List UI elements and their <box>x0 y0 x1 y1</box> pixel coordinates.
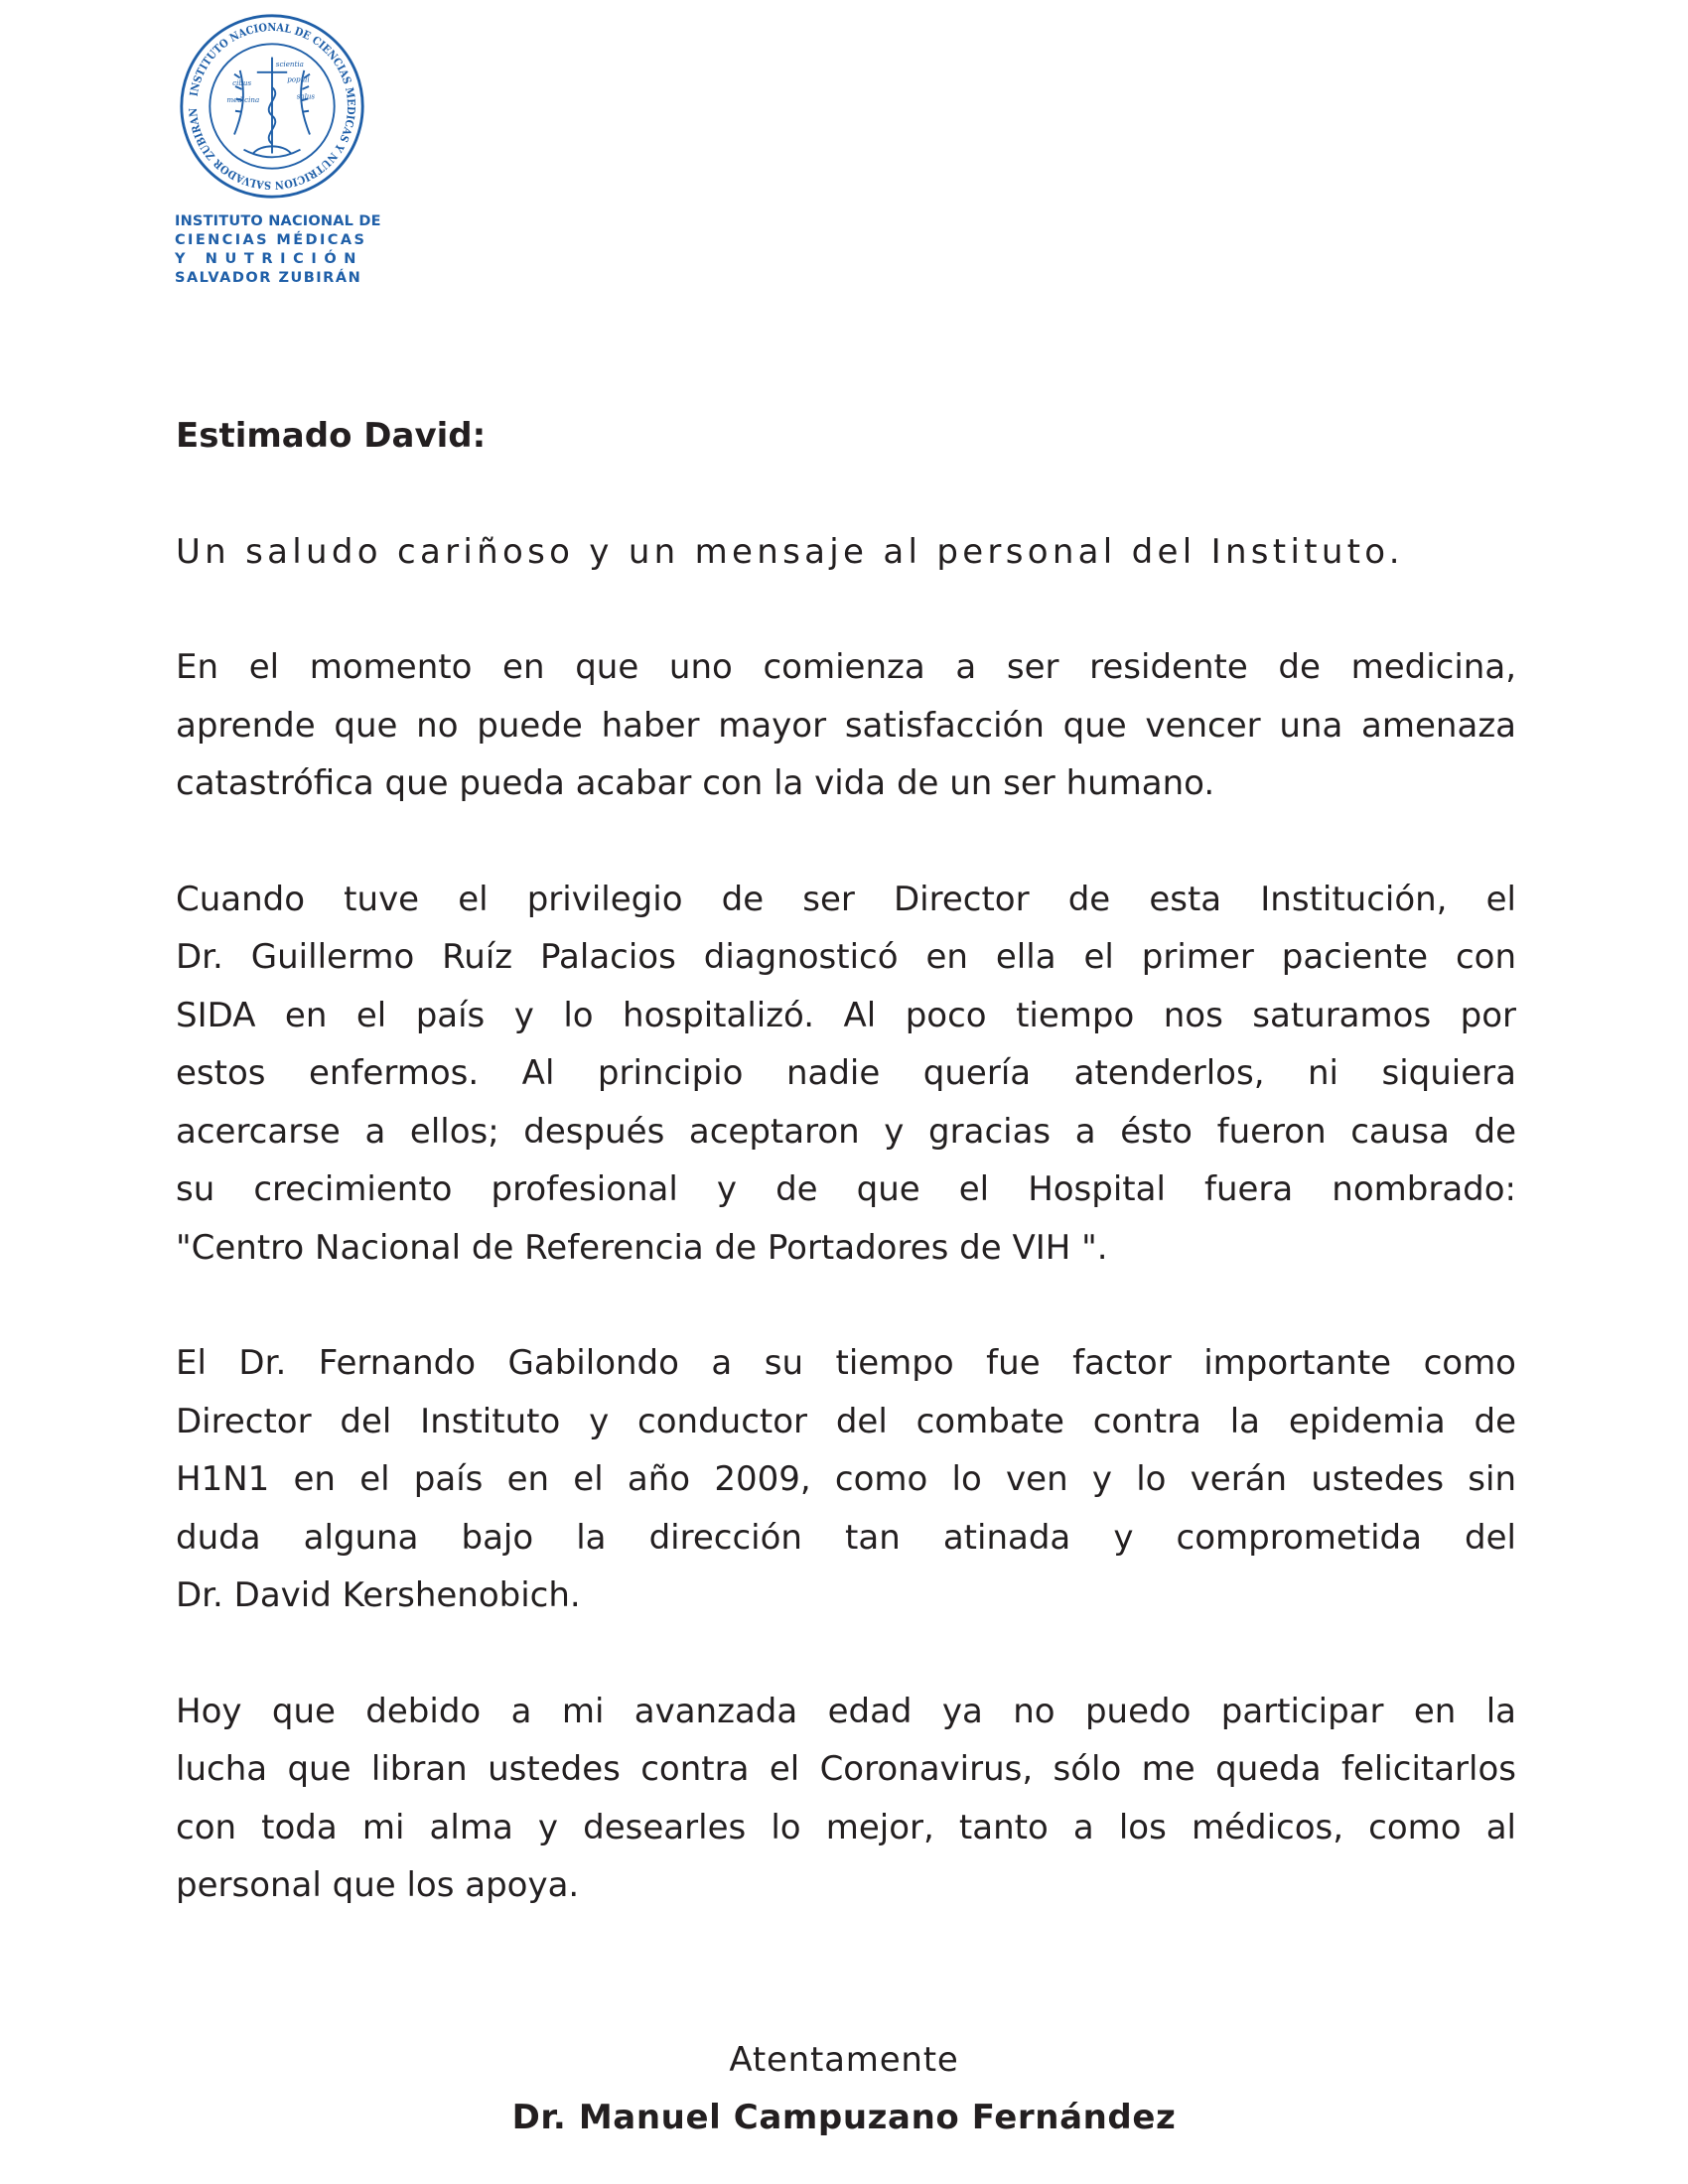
institution-seal-icon <box>178 12 366 201</box>
paragraph-line: H1N1 en el país en el año 2009, como lo ven y lo verán ustedes sin <box>176 1459 1516 1499</box>
paragraph-line: En el momento en que uno comienza a ser residente de medicina, <box>176 647 1516 687</box>
paragraph-line: Dr. Guillermo Ruíz Palacios diagnosticó en ella el primer paciente con <box>176 937 1516 977</box>
institution-name-line: CIENCIAS MÉDICAS <box>175 232 367 248</box>
paragraph-line: Cuando tuve el privilegio de ser Director de esta Institución, el <box>176 879 1516 919</box>
institution-name-line: SALVADOR ZUBIRÁN <box>175 270 362 286</box>
paragraph <box>176 638 1516 813</box>
paragraph-line: Dr. David Kershenobich. <box>176 1575 581 1615</box>
signer-name: Dr. Manuel Campuzano Fernández <box>511 2098 1177 2137</box>
paragraph-line: catastrófica que pueda acabar con la vida de un ser humano. <box>176 763 1215 803</box>
letter-closing <box>0 2031 1688 2146</box>
institution-logo <box>175 12 381 288</box>
seal-ring-text: INSTITUTO NACIONAL DE CIENCIAS MEDICAS Y NUTRICION SALVADOR ZUBIRAN <box>186 20 358 193</box>
paragraph-line: su crecimiento profesional y de que el Hospital fuera nombrado: <box>176 1169 1516 1209</box>
closing-regards: Atentamente <box>729 2040 959 2080</box>
paragraph-line: con toda mi alma y desearles lo mejor, tanto a los médicos, como al <box>176 1807 1516 1847</box>
paragraph-line: Director del Instituto y conductor del combate contra la epidemia de <box>176 1401 1516 1441</box>
paragraph-line: "Centro Nacional de Referencia de Portadores de VIH ". <box>176 1227 1108 1268</box>
letter-body <box>176 407 1516 1915</box>
paragraph-line: personal que los apoya. <box>176 1865 580 1905</box>
paragraph-line: Hoy que debido a mi avanzada edad ya no puedo participar en la <box>176 1691 1516 1731</box>
institution-name-line: INSTITUTO NACIONAL DE <box>175 213 381 229</box>
paragraph-line: estos enfermos. Al principio nadie quería atenderlos, ni siquiera <box>176 1053 1516 1093</box>
seal-word: scientia <box>275 60 304 69</box>
paragraph <box>176 871 1516 1278</box>
paragraph-line: lucha que libran ustedes contra el Coronavirus, sólo me queda felicitarlos <box>176 1749 1516 1789</box>
salute-line: Un saludo cariñoso y un mensaje al personal del Instituto. <box>176 531 1404 572</box>
paragraph-line: duda alguna bajo la dirección tan atinada y comprometida del <box>176 1517 1516 1558</box>
greeting: Estimado David: <box>176 416 487 456</box>
seal-word: populi <box>287 74 310 84</box>
institution-name-line: Y NUTRICIÓN <box>175 251 364 267</box>
paragraph-line: El Dr. Fernando Gabilondo a su tiempo fue factor importante como <box>176 1343 1516 1383</box>
seal-word: cibus <box>232 78 252 88</box>
seal-word: medicina <box>226 95 260 105</box>
seal-word: salus <box>296 91 316 101</box>
paragraph <box>176 1683 1516 1915</box>
paragraph-line: acercarse a ellos; después aceptaron y gracias a ésto fueron causa de <box>176 1111 1516 1152</box>
paragraph <box>176 1334 1516 1625</box>
paragraph-line: aprende que no puede haber mayor satisfacción que vencer una amenaza <box>176 705 1516 746</box>
institution-name <box>175 212 381 288</box>
paragraph-line: SIDA en el país y lo hospitalizó. Al poco tiempo nos saturamos por <box>176 995 1516 1035</box>
